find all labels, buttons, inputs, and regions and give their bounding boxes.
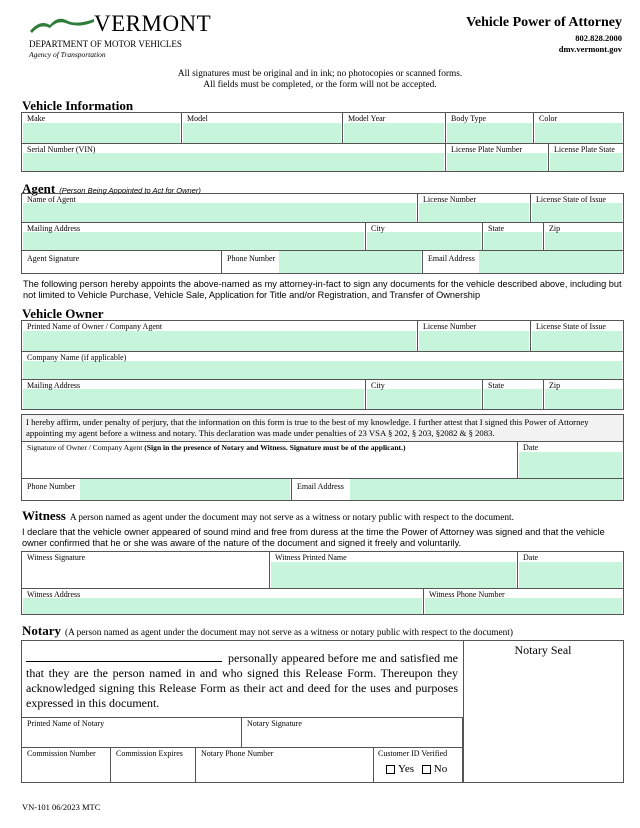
plate-number-field[interactable]	[446, 144, 549, 171]
notary-section	[21, 640, 624, 783]
form-title: Vehicle Power of Attorney	[466, 15, 622, 30]
owner-state-field[interactable]	[483, 380, 544, 409]
owner-mailing-address-field[interactable]	[22, 380, 366, 409]
agent-zip-field[interactable]	[544, 223, 623, 250]
owner-zip-field[interactable]	[544, 380, 623, 409]
body-type-label: Body Type	[451, 114, 487, 123]
owner-signature-field[interactable]	[22, 442, 518, 478]
commission-expires-label: Commission Expires	[116, 749, 183, 758]
witness-date-field[interactable]	[518, 552, 623, 588]
agent-license-state-field[interactable]	[531, 194, 623, 222]
vin-field[interactable]	[22, 144, 446, 171]
department-name: DEPARTMENT OF MOTOR VEHICLES	[29, 39, 182, 49]
owner-title: Vehicle Owner	[22, 306, 104, 321]
witness-title: Witness	[22, 508, 66, 523]
witness-address-field[interactable]	[22, 589, 424, 614]
id-verified-options	[386, 763, 447, 775]
commission-number-field[interactable]	[22, 748, 111, 782]
owner-section	[21, 320, 624, 410]
model-year-label: Model Year	[348, 114, 386, 123]
notary-phone-label: Notary Phone Number	[201, 749, 274, 758]
no-label: No	[433, 763, 448, 775]
yes-checkbox[interactable]	[386, 765, 395, 774]
owner-license-number-field[interactable]	[418, 321, 531, 351]
make-label: Make	[27, 114, 46, 123]
company-name-label: Company Name (if applicable)	[27, 353, 127, 362]
notary-heading	[22, 622, 632, 640]
agent-phone-field[interactable]	[222, 251, 423, 273]
commission-expires-field[interactable]	[111, 748, 196, 782]
customer-id-verified-label: Customer ID Verified	[378, 749, 448, 758]
witness-date-label: Date	[523, 553, 539, 562]
model-label: Model	[187, 114, 208, 123]
notary-signature-label: Notary Signature	[247, 719, 302, 728]
owner-name-label: Printed Name of Owner / Company Agent	[27, 322, 163, 331]
owner-license-state-field[interactable]	[531, 321, 623, 351]
witness-heading	[22, 507, 632, 525]
make-field[interactable]	[22, 113, 182, 143]
witness-printed-name-label: Witness Printed Name	[275, 553, 347, 562]
form-id: VN-101 06/2023 MTC	[22, 802, 101, 812]
owner-date-field[interactable]	[518, 442, 623, 478]
owner-city-field[interactable]	[366, 380, 483, 409]
owner-license-number-label: License Number	[423, 322, 477, 331]
owner-affirmation-section	[21, 414, 624, 501]
notary-seal-label: Notary Seal	[514, 643, 572, 657]
witness-phone-label: Witness Phone Number	[429, 590, 505, 599]
notary-printed-name-label: Printed Name of Notary	[27, 719, 105, 728]
agent-license-state-label: License State of Issue	[536, 195, 606, 204]
agent-mailing-address-label: Mailing Address	[27, 224, 81, 233]
owner-signature-label: Signature of Owner / Company Agent	[27, 443, 143, 452]
model-year-field[interactable]	[343, 113, 446, 143]
witness-section	[21, 551, 624, 615]
witness-address-label: Witness Address	[27, 590, 81, 599]
agent-mailing-address-field[interactable]	[22, 223, 366, 250]
vehicle-info-section	[21, 112, 624, 172]
witness-signature-label: Witness Signature	[27, 553, 86, 562]
notary-printed-name-field[interactable]	[22, 718, 242, 747]
agent-phone-label: Phone Number	[227, 254, 276, 263]
website: dmv.vermont.gov	[558, 44, 622, 54]
affirmation-text: I hereby affirm, under penalty of perjury, that the information on this form is true to the best of my knowledge. I further attest that I signed this Power of Attorney appointing my agent before a witness and notary. This declaration was made under penalties of 23 VSA § 202, § 203, §2082 & § 2083.	[22, 415, 623, 441]
phone-number: 802.828.2000	[575, 33, 622, 43]
color-field[interactable]	[534, 113, 623, 143]
no-checkbox[interactable]	[422, 765, 431, 774]
commission-number-label: Commission Number	[27, 749, 96, 758]
witness-subtitle: A person named as agent under the document may not serve as a witness or notary public with respect to the document.	[69, 513, 514, 523]
logo-text: VERMONT	[94, 11, 212, 36]
notary-signature-field[interactable]	[242, 718, 463, 747]
agent-section	[21, 193, 624, 274]
company-name-field[interactable]	[22, 352, 623, 379]
owner-phone-label: Phone Number	[27, 482, 76, 491]
owner-signature-label-wrap	[27, 443, 406, 452]
customer-id-verified-field	[374, 748, 463, 782]
plate-state-field[interactable]	[549, 144, 623, 171]
witness-phone-field[interactable]	[424, 589, 623, 614]
agent-zip-label: Zip	[549, 224, 561, 233]
agency-name: Agency of Transportation	[29, 50, 106, 59]
model-field[interactable]	[182, 113, 343, 143]
agent-license-number-label: License Number	[423, 195, 477, 204]
agent-subtitle: (Person Being Appointed to Act for Owner)	[59, 186, 201, 195]
agent-signature-label: Agent Signature	[27, 254, 80, 263]
agent-email-field[interactable]	[423, 251, 623, 273]
agent-city-field[interactable]	[366, 223, 483, 250]
owner-state-label: State	[488, 381, 504, 390]
agent-license-number-field[interactable]	[418, 194, 531, 222]
owner-mailing-address-label: Mailing Address	[27, 381, 81, 390]
instructions	[0, 69, 640, 91]
instruction-line-2: All fields must be completed, or the form will not be accepted.	[203, 80, 437, 90]
notary-subtitle: (A person named as agent under the document may not serve as a witness or notary public with respect to the document)	[65, 628, 513, 638]
owner-email-label: Email Address	[297, 482, 344, 491]
appointment-text: The following person hereby appoints the above-named as my attorney-in-fact to sign any documents for the vehicle described above, including but not limited to Vehicle Purchase, Vehicle Sale, Application for Title and/or Registration, and Transfer of Ownership	[23, 279, 622, 300]
agent-title: Agent	[22, 181, 56, 196]
agent-city-label: City	[371, 224, 385, 233]
witness-declaration: I declare that the vehicle owner appeared of sound mind and free from duress at the time the Power of Attorney was signed and that the vehicle owner confirmed that he or she was aware of the nature of the document and signed it freely and voluntarily.	[22, 527, 605, 548]
notary-phone-field[interactable]	[196, 748, 374, 782]
notary-name-blank[interactable]	[26, 651, 222, 662]
owner-phone-field[interactable]	[22, 479, 292, 500]
owner-signature-note: (Sign in the presence of Notary and Witness. Signature must be of the applicant.)	[144, 443, 406, 452]
agent-name-label: Name of Agent	[27, 195, 76, 204]
witness-printed-name-field[interactable]	[270, 552, 518, 588]
notary-statement: personally appeared before me and satisfied me that they are the person named in and who signed this Release Form. Thereupon they acknowledged signing this Release Form as their act and deed for the uses and purposes expressed in this document.	[26, 651, 458, 710]
vin-label: Serial Number (VIN)	[27, 145, 96, 154]
owner-date-label: Date	[523, 443, 539, 452]
owner-name-field[interactable]	[22, 321, 418, 351]
agent-email-label: Email Address	[428, 254, 475, 263]
body-type-field[interactable]	[446, 113, 534, 143]
agent-name-field[interactable]	[22, 194, 418, 222]
instruction-line-1: All signatures must be original and in ink; no photocopies or scanned forms.	[177, 69, 463, 79]
witness-signature-field[interactable]	[22, 552, 270, 588]
notary-title: Notary	[22, 623, 61, 638]
notary-seal-area[interactable]	[463, 641, 623, 782]
owner-zip-label: Zip	[549, 381, 561, 390]
agent-state-label: State	[488, 224, 504, 233]
plate-number-label: License Plate Number	[451, 145, 523, 154]
yes-label: Yes	[398, 763, 415, 775]
notary-statement-wrap	[26, 651, 458, 711]
owner-email-field[interactable]	[292, 479, 623, 500]
plate-state-label: License Plate State	[554, 145, 615, 154]
owner-license-state-label: License State of Issue	[536, 322, 606, 331]
agent-signature-field[interactable]	[22, 251, 222, 273]
mountain-logo-icon	[28, 13, 96, 35]
color-label: Color	[539, 114, 558, 123]
vehicle-info-title: Vehicle Information	[22, 98, 134, 113]
agent-state-field[interactable]	[483, 223, 544, 250]
owner-city-label: City	[371, 381, 385, 390]
